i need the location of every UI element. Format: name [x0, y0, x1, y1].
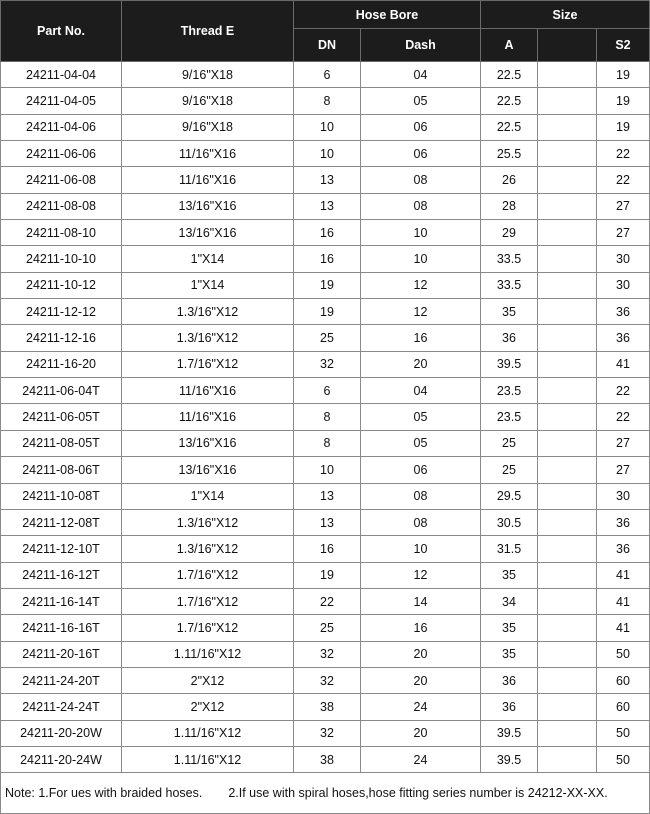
cell-part-no: 24211-16-14T — [1, 588, 122, 614]
cell-a: 25 — [481, 457, 538, 483]
cell-blank — [538, 615, 597, 641]
cell-blank — [538, 220, 597, 246]
cell-s2: 50 — [597, 641, 650, 667]
cell-dn: 6 — [294, 62, 361, 88]
cell-s2: 60 — [597, 694, 650, 720]
cell-a: 35 — [481, 615, 538, 641]
cell-thread-e: 11/16"X16 — [122, 404, 294, 430]
table-row — [1, 562, 650, 588]
cell-dash: 08 — [361, 167, 481, 193]
table-row — [1, 299, 650, 325]
table-row — [1, 746, 650, 772]
cell-a: 35 — [481, 562, 538, 588]
cell-blank — [538, 536, 597, 562]
table-row — [1, 404, 650, 430]
cell-dash: 04 — [361, 62, 481, 88]
table-row — [1, 220, 650, 246]
cell-thread-e: 9/16"X18 — [122, 62, 294, 88]
cell-part-no: 24211-08-10 — [1, 220, 122, 246]
cell-thread-e: 1.3/16"X12 — [122, 536, 294, 562]
cell-a: 36 — [481, 667, 538, 693]
cell-s2: 27 — [597, 193, 650, 219]
cell-blank — [538, 404, 597, 430]
cell-part-no: 24211-06-06 — [1, 141, 122, 167]
cell-dn: 19 — [294, 562, 361, 588]
cell-thread-e: 1.7/16"X12 — [122, 588, 294, 614]
table-row — [1, 641, 650, 667]
cell-dn: 16 — [294, 220, 361, 246]
cell-dn: 16 — [294, 536, 361, 562]
cell-dash: 24 — [361, 694, 481, 720]
cell-blank — [538, 167, 597, 193]
cell-s2: 41 — [597, 351, 650, 377]
note-part-1: Note: 1.For ues with braided hoses. — [5, 786, 203, 801]
cell-part-no: 24211-16-12T — [1, 562, 122, 588]
cell-s2: 22 — [597, 404, 650, 430]
cell-blank — [538, 246, 597, 272]
cell-thread-e: 1.11/16"X12 — [122, 641, 294, 667]
header-thread-e: Thread E — [122, 1, 294, 62]
cell-dash: 08 — [361, 193, 481, 219]
cell-part-no: 24211-08-08 — [1, 193, 122, 219]
cell-s2: 50 — [597, 720, 650, 746]
cell-part-no: 24211-20-20W — [1, 720, 122, 746]
cell-s2: 41 — [597, 615, 650, 641]
note-part-2: 2.If use with spiral hoses,hose fitting series number is 24212-XX-XX. — [228, 786, 608, 801]
cell-dn: 25 — [294, 615, 361, 641]
cell-dash: 08 — [361, 483, 481, 509]
cell-thread-e: 2"X12 — [122, 694, 294, 720]
cell-a: 29.5 — [481, 483, 538, 509]
cell-dash: 24 — [361, 746, 481, 772]
table-row — [1, 272, 650, 298]
cell-thread-e: 13/16"X16 — [122, 457, 294, 483]
note-cell — [1, 773, 650, 814]
cell-part-no: 24211-06-08 — [1, 167, 122, 193]
cell-part-no: 24211-16-16T — [1, 615, 122, 641]
cell-dn: 10 — [294, 114, 361, 140]
cell-blank — [538, 351, 597, 377]
cell-thread-e: 1.11/16"X12 — [122, 720, 294, 746]
table-row — [1, 457, 650, 483]
header-dn: DN — [294, 29, 361, 62]
cell-part-no: 24211-04-05 — [1, 88, 122, 114]
cell-dn: 10 — [294, 141, 361, 167]
cell-thread-e: 11/16"X16 — [122, 141, 294, 167]
table-row — [1, 167, 650, 193]
cell-dash: 10 — [361, 220, 481, 246]
cell-part-no: 24211-06-04T — [1, 378, 122, 404]
cell-dash: 12 — [361, 299, 481, 325]
cell-a: 39.5 — [481, 746, 538, 772]
table-row — [1, 483, 650, 509]
cell-dash: 05 — [361, 430, 481, 456]
table-row — [1, 193, 650, 219]
cell-part-no: 24211-12-10T — [1, 536, 122, 562]
cell-dash: 20 — [361, 641, 481, 667]
cell-dn: 6 — [294, 378, 361, 404]
cell-a: 36 — [481, 325, 538, 351]
cell-blank — [538, 588, 597, 614]
cell-blank — [538, 88, 597, 114]
cell-blank — [538, 141, 597, 167]
cell-thread-e: 1.3/16"X12 — [122, 299, 294, 325]
cell-dn: 32 — [294, 351, 361, 377]
header-a: A — [481, 29, 538, 62]
cell-s2: 19 — [597, 88, 650, 114]
cell-a: 22.5 — [481, 62, 538, 88]
cell-blank — [538, 193, 597, 219]
cell-dn: 8 — [294, 88, 361, 114]
cell-dash: 20 — [361, 351, 481, 377]
cell-dn: 32 — [294, 720, 361, 746]
table-row — [1, 88, 650, 114]
cell-dn: 19 — [294, 272, 361, 298]
cell-dash: 08 — [361, 509, 481, 535]
cell-part-no: 24211-24-20T — [1, 667, 122, 693]
table-row — [1, 430, 650, 456]
header-part-no: Part No. — [1, 1, 122, 62]
table-row — [1, 351, 650, 377]
table-row — [1, 378, 650, 404]
table-row — [1, 62, 650, 88]
cell-dn: 13 — [294, 167, 361, 193]
cell-s2: 36 — [597, 509, 650, 535]
cell-dn: 8 — [294, 430, 361, 456]
cell-blank — [538, 483, 597, 509]
cell-a: 25 — [481, 430, 538, 456]
cell-blank — [538, 457, 597, 483]
cell-thread-e: 1.11/16"X12 — [122, 746, 294, 772]
cell-s2: 60 — [597, 667, 650, 693]
cell-a: 31.5 — [481, 536, 538, 562]
header-dash: Dash — [361, 29, 481, 62]
cell-thread-e: 1"X14 — [122, 483, 294, 509]
cell-a: 33.5 — [481, 272, 538, 298]
cell-blank — [538, 720, 597, 746]
cell-dash: 06 — [361, 114, 481, 140]
header-s2: S2 — [597, 29, 650, 62]
cell-dn: 13 — [294, 193, 361, 219]
cell-blank — [538, 325, 597, 351]
cell-thread-e: 13/16"X16 — [122, 430, 294, 456]
cell-dash: 05 — [361, 88, 481, 114]
table-row — [1, 667, 650, 693]
cell-thread-e: 11/16"X16 — [122, 167, 294, 193]
cell-part-no: 24211-04-06 — [1, 114, 122, 140]
cell-a: 22.5 — [481, 88, 538, 114]
cell-part-no: 24211-10-10 — [1, 246, 122, 272]
cell-dash: 14 — [361, 588, 481, 614]
cell-a: 26 — [481, 167, 538, 193]
cell-dash: 10 — [361, 536, 481, 562]
cell-dash: 12 — [361, 562, 481, 588]
cell-s2: 22 — [597, 378, 650, 404]
cell-blank — [538, 667, 597, 693]
cell-dn: 32 — [294, 641, 361, 667]
cell-s2: 36 — [597, 325, 650, 351]
cell-s2: 27 — [597, 220, 650, 246]
cell-thread-e: 1.7/16"X12 — [122, 615, 294, 641]
cell-dn: 10 — [294, 457, 361, 483]
cell-part-no: 24211-10-08T — [1, 483, 122, 509]
cell-part-no: 24211-08-06T — [1, 457, 122, 483]
header-size: Size — [481, 1, 650, 29]
cell-part-no: 24211-06-05T — [1, 404, 122, 430]
cell-dn: 16 — [294, 246, 361, 272]
cell-s2: 36 — [597, 536, 650, 562]
cell-s2: 19 — [597, 114, 650, 140]
table-row — [1, 694, 650, 720]
cell-part-no: 24211-10-12 — [1, 272, 122, 298]
table-row — [1, 588, 650, 614]
cell-s2: 30 — [597, 483, 650, 509]
cell-blank — [538, 114, 597, 140]
cell-thread-e: 1.3/16"X12 — [122, 325, 294, 351]
note-row — [1, 773, 650, 814]
table-row — [1, 509, 650, 535]
table-row — [1, 141, 650, 167]
cell-dn: 38 — [294, 694, 361, 720]
cell-a: 34 — [481, 588, 538, 614]
cell-s2: 30 — [597, 272, 650, 298]
cell-part-no: 24211-16-20 — [1, 351, 122, 377]
cell-thread-e: 9/16"X18 — [122, 88, 294, 114]
cell-dash: 12 — [361, 272, 481, 298]
cell-part-no: 24211-12-16 — [1, 325, 122, 351]
cell-dash: 10 — [361, 246, 481, 272]
cell-dash: 05 — [361, 404, 481, 430]
cell-a: 35 — [481, 641, 538, 667]
cell-s2: 36 — [597, 299, 650, 325]
cell-a: 39.5 — [481, 351, 538, 377]
cell-blank — [538, 694, 597, 720]
cell-dash: 04 — [361, 378, 481, 404]
cell-blank — [538, 746, 597, 772]
cell-a: 29 — [481, 220, 538, 246]
cell-thread-e: 1"X14 — [122, 272, 294, 298]
cell-dn: 38 — [294, 746, 361, 772]
cell-thread-e: 1"X14 — [122, 246, 294, 272]
cell-dash: 16 — [361, 615, 481, 641]
table-row — [1, 615, 650, 641]
header-hose-bore: Hose Bore — [294, 1, 481, 29]
cell-part-no: 24211-12-08T — [1, 509, 122, 535]
cell-s2: 41 — [597, 562, 650, 588]
table-row — [1, 536, 650, 562]
cell-dash: 20 — [361, 720, 481, 746]
table-row — [1, 325, 650, 351]
cell-a: 33.5 — [481, 246, 538, 272]
cell-part-no: 24211-20-24W — [1, 746, 122, 772]
table-row — [1, 246, 650, 272]
cell-dn: 32 — [294, 667, 361, 693]
cell-blank — [538, 62, 597, 88]
cell-thread-e: 2"X12 — [122, 667, 294, 693]
cell-thread-e: 9/16"X18 — [122, 114, 294, 140]
cell-part-no: 24211-24-24T — [1, 694, 122, 720]
table-header — [1, 1, 650, 62]
cell-s2: 22 — [597, 141, 650, 167]
cell-s2: 50 — [597, 746, 650, 772]
cell-thread-e: 13/16"X16 — [122, 220, 294, 246]
cell-thread-e: 13/16"X16 — [122, 193, 294, 219]
cell-dash: 06 — [361, 141, 481, 167]
cell-s2: 19 — [597, 62, 650, 88]
cell-a: 30.5 — [481, 509, 538, 535]
cell-blank — [538, 430, 597, 456]
cell-s2: 27 — [597, 430, 650, 456]
cell-dn: 8 — [294, 404, 361, 430]
cell-a: 23.5 — [481, 378, 538, 404]
cell-dn: 13 — [294, 483, 361, 509]
cell-a: 35 — [481, 299, 538, 325]
cell-dash: 20 — [361, 667, 481, 693]
cell-thread-e: 11/16"X16 — [122, 378, 294, 404]
table-body — [1, 62, 650, 773]
cell-thread-e: 1.3/16"X12 — [122, 509, 294, 535]
cell-blank — [538, 509, 597, 535]
cell-a: 25.5 — [481, 141, 538, 167]
cell-dn: 19 — [294, 299, 361, 325]
cell-blank — [538, 641, 597, 667]
table-row — [1, 114, 650, 140]
cell-blank — [538, 272, 597, 298]
cell-s2: 41 — [597, 588, 650, 614]
cell-part-no: 24211-08-05T — [1, 430, 122, 456]
cell-a: 23.5 — [481, 404, 538, 430]
cell-part-no: 24211-04-04 — [1, 62, 122, 88]
cell-thread-e: 1.7/16"X12 — [122, 351, 294, 377]
header-blank — [538, 29, 597, 62]
cell-s2: 30 — [597, 246, 650, 272]
cell-s2: 27 — [597, 457, 650, 483]
cell-part-no: 24211-12-12 — [1, 299, 122, 325]
cell-dn: 13 — [294, 509, 361, 535]
cell-a: 28 — [481, 193, 538, 219]
cell-dash: 16 — [361, 325, 481, 351]
cell-dn: 22 — [294, 588, 361, 614]
cell-a: 39.5 — [481, 720, 538, 746]
cell-blank — [538, 562, 597, 588]
cell-dash: 06 — [361, 457, 481, 483]
cell-blank — [538, 299, 597, 325]
cell-thread-e: 1.7/16"X12 — [122, 562, 294, 588]
cell-part-no: 24211-20-16T — [1, 641, 122, 667]
cell-blank — [538, 378, 597, 404]
table-row — [1, 720, 650, 746]
cell-a: 36 — [481, 694, 538, 720]
cell-a: 22.5 — [481, 114, 538, 140]
cell-s2: 22 — [597, 167, 650, 193]
cell-dn: 25 — [294, 325, 361, 351]
